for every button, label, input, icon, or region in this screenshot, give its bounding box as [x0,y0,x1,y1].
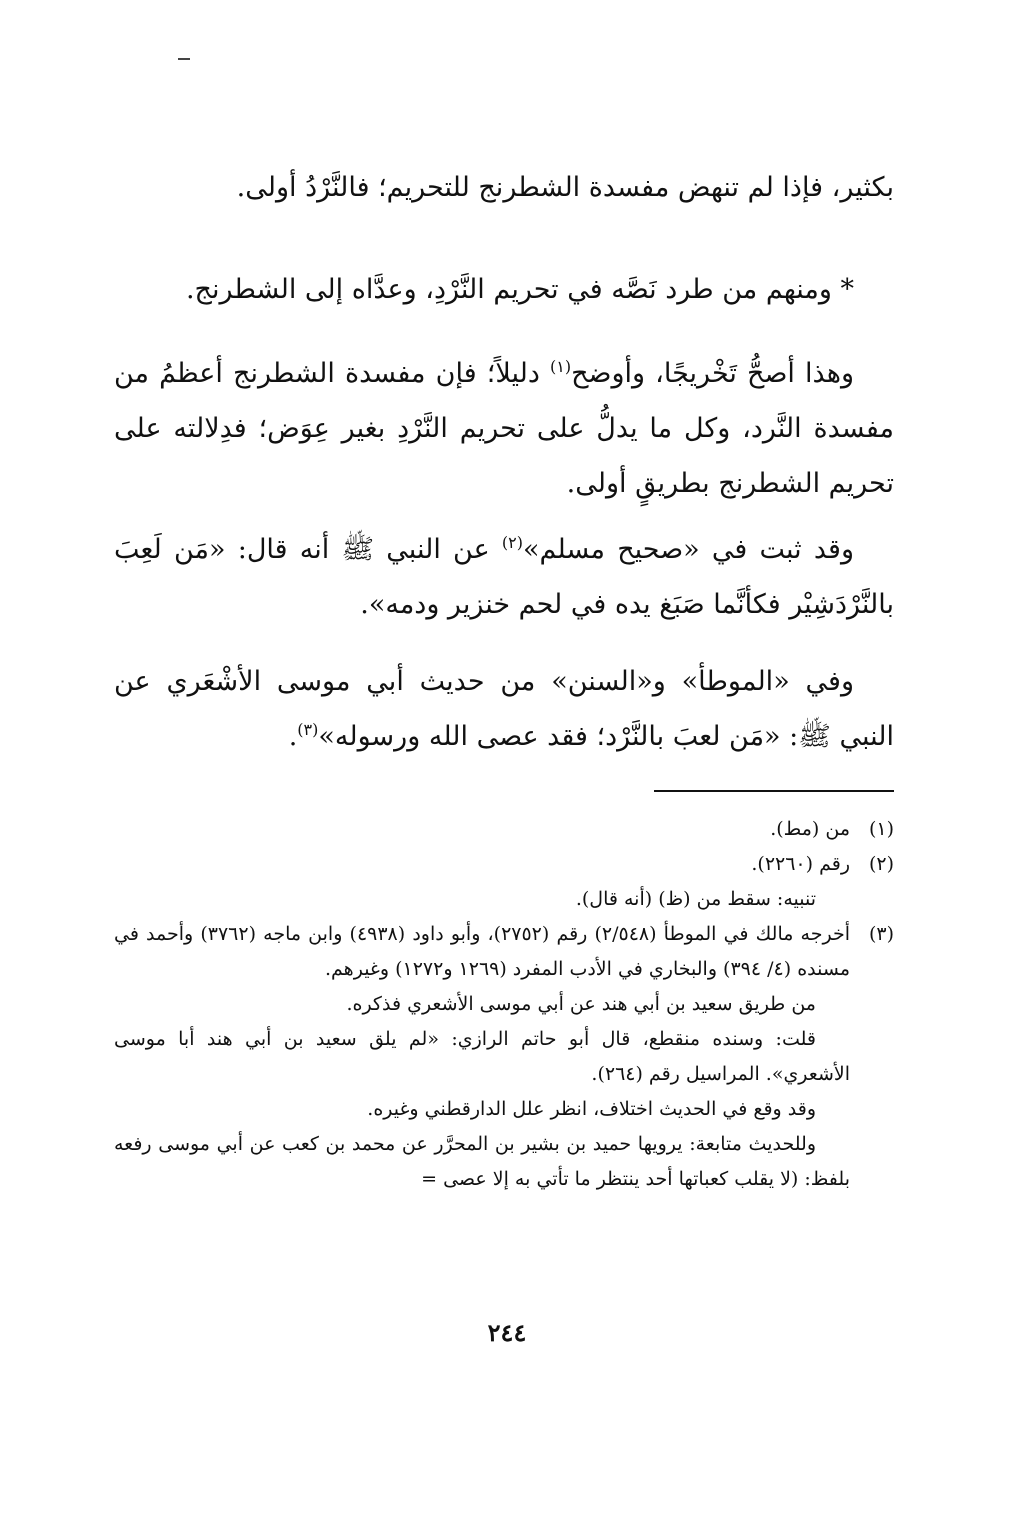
footnotes [114,812,894,1197]
footnote-text: أخرجه مالك في الموطأ (٢/٥٤٨) رقم (٢٧٥٢)، وأبو داود (٤٩٣٨) وابن ماجه (٣٧٦٢) وأحمد في مسنده (٤/ ٣٩٤) والبخاري في الأدب المفرد (١٢٦٩ و١٢٧٢) وغيرهم. [114,923,850,980]
footnote-ref-2: (٢) [501,533,524,552]
footnote-ref-3: (٣) [297,720,319,739]
footnote-3-continuation-2: قلت: وسنده منقطع، قال أبو حاتم الرازي: «لم يلق سعيد بن أبي هند أبا موسى الأشعري». المراسيل رقم (٢٦٤). [114,1028,850,1085]
paragraph-5-text-b: . [288,721,298,752]
footnote-3-continuation-3: وقد وقع في الحديث اختلاف، انظر علل الدارقطني وغيره. [367,1098,816,1120]
paragraph-3-text-a: وهذا أصحُّ تَخْريجًا، وأوضح [571,358,854,389]
footnote-2 [114,847,894,882]
footnote-ref-1: (١) [550,357,572,376]
paragraph-4 [114,522,894,632]
footnote-2-continuation: تنبيه: سقط من (ظ) (أنه قال). [575,888,816,910]
footnote-3 [114,917,894,987]
footnote-3-continuation-1: من طريق سعيد بن أبي هند عن أبي موسى الأشعري فذكره. [346,993,816,1015]
footnote-number: (٢) [868,853,894,875]
paragraph-5 [114,654,894,764]
footnote-1 [114,812,894,847]
paragraph-2 [114,262,894,317]
footnote-number: (١) [868,818,894,840]
paragraph-5-text-a: وفي «الموطأ» و«السنن» من حديث أبي موسى الأشْعَري عن النبي ﷺ: «مَن لعبَ بالنَّرْد؛ فقد عصى الله ورسوله» [114,666,894,752]
footnote-3-continuation-4: وللحديث متابعة: يرويها حميد بن بشير بن المحرَّر عن محمد بن كعب عن أبي موسى رفعه بلفظ: (لا يقلب كعباتها أحد ينتظر ما تأتي به إلا عصى = [114,1133,850,1190]
footnote-separator [654,790,894,792]
scan-mark [178,58,190,60]
footnote-text: رقم (٢٢٦٠). [751,853,850,875]
paragraph-3-text-b: دليلاً؛ فإن مفسدة الشطرنج أعظمُ من مفسدة النَّرد، وكل ما يدلُّ على تحريم النَّرْدِ بغير عِوَض؛ فدِلالته على تحريم الشطرنج بطريقٍ أولى. [114,358,894,499]
paragraph-2-text: * ومنهم من طرد نَصَّه في تحريم النَّرْدِ، وعدَّاه إلى الشطرنج. [185,274,854,305]
paragraph-4-text-a: وقد ثبت في «صحيح مسلم» [523,534,854,565]
footnote-text: من (مط). [770,818,850,840]
paragraph-3 [114,346,894,511]
footnote-number: (٣) [868,923,894,945]
page-number: ٢٤٤ [487,1318,527,1347]
paragraph-1-text: بكثير، فإذا لم تنهض مفسدة الشطرنج للتحريم؛ فالنَّرْدُ أولى. [236,172,894,203]
paragraph-4-text-b: عن النبي ﷺ أنه قال: «مَن لَعِبَ بالنَّرْدَشِيْر فكأنَّما صَبَغ يده في لحم خنزير ودمه». [114,534,894,620]
paragraph-1 [114,160,894,215]
